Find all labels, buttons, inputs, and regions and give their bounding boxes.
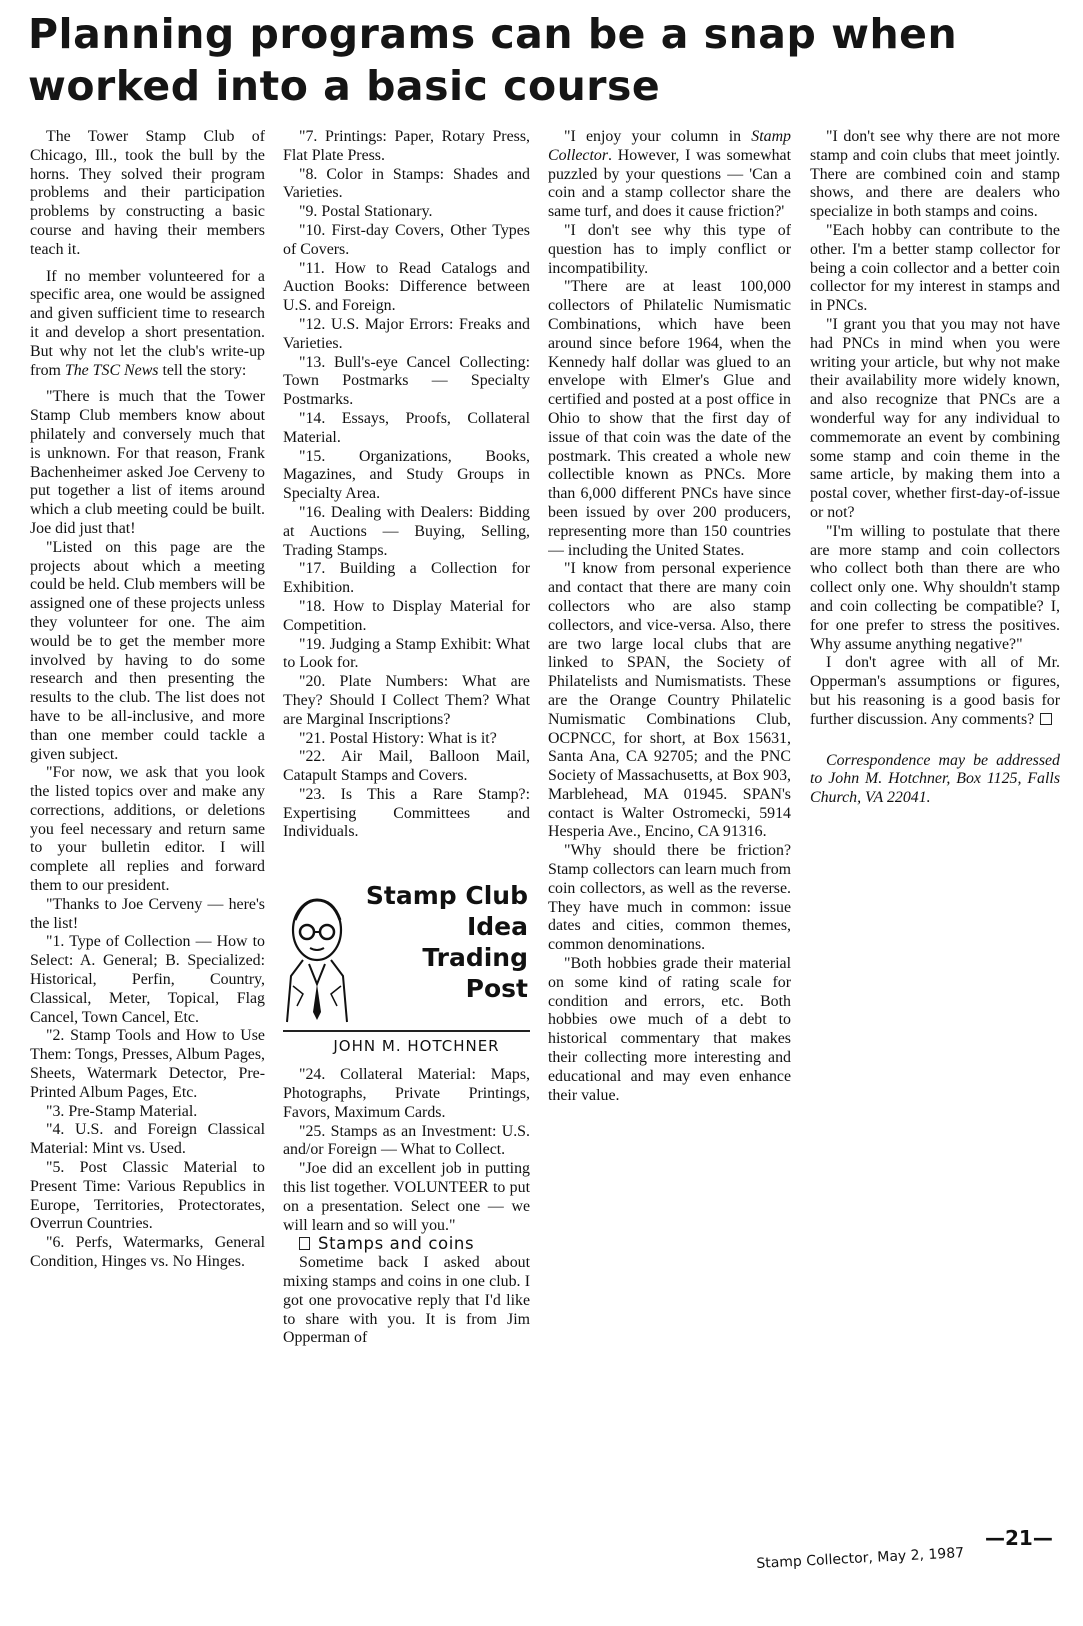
list-item: "15. Organizations, Books, Magazines, and Study Groups in Specialty Area. xyxy=(283,447,530,503)
paragraph: "For now, we ask that you look the listed topics over and make any corrections, additions, or deletions you feel necessary and return same to your bulletin editor. I will complete all replies and forward them to our president. xyxy=(30,764,265,895)
list-item: "24. Collateral Material: Maps, Photographs, Private Printings, Favors, Maximum Cards. xyxy=(283,1066,530,1121)
paragraph: "There is much that the Tower Stamp Club members know about philately and conversely much that is unknown. For that reason, Frank Bachenheimer asked Joe Cerveny to put together a list of items around which a club meeting could be built. Joe did just that! xyxy=(30,388,265,537)
paragraph: "Why should there be friction? Stamp collectors can learn much from coin collectors, as well as the reverse. They have much in common: issue dates and cities, common themes, common denominations. xyxy=(548,842,791,954)
paragraph: I don't agree with all of Mr. Opperman's assumptions or figures, but his reasoning is a good basis for further discussion. Any comments? xyxy=(810,654,1060,728)
list-item: "3. Pre-Stamp Material. xyxy=(46,1102,198,1120)
list-item: "17. Building a Collection for Exhibition. xyxy=(283,560,530,597)
list-item: "6. Perfs, Watermarks, General Condition, Hinges vs. No Hinges. xyxy=(30,1234,265,1271)
article-column-3 xyxy=(548,128,791,1618)
list-item: "14. Essays, Proofs, Collateral Material. xyxy=(283,409,530,446)
list-item: "19. Judging a Stamp Exhibit: What to Look for. xyxy=(283,635,530,672)
paragraph: "Listed on this page are the projects about which a meeting could be held. Club members will be assigned one of these projects unless they volunteer for one. The aim would be to get the member more involved by having to do some research and then presenting the results to the club. The list does not have to be all-inclusive, and more than one member could tackle a given subject. xyxy=(30,538,265,763)
page-number: —21— xyxy=(985,1526,1053,1550)
paragraph: If no member volunteered for a specific area, one would be assigned and given sufficient time to research it and develop a short presentation. But why not let the club's write-up from The TSC News tell the story: xyxy=(30,267,265,379)
list-item: "11. How to Read Catalogs and Auction Books: Difference between U.S. and Foreign. xyxy=(283,259,530,315)
column-logo xyxy=(283,880,530,1056)
publication-name: The TSC News xyxy=(64,361,159,379)
paragraph: The Tower Stamp Club of Chicago, Ill., took the bull by the horns. They solved their program problems and their participation problems by constructing a basic course and having their members teach it. xyxy=(30,128,265,258)
list-item: "1. Type of Collection — How to Select: A. General; B. Specialized: Historical, Perfin, Country, Classical, Meter, Topical, Flag Cancel, Town Cancel, Etc. xyxy=(30,933,265,1026)
list-item: "16. Dealing with Dealers: Bidding at Auctions — Buying, Selling, Trading Stamps. xyxy=(283,503,530,559)
paragraph: "I know from personal experience and contact that there are many coin collectors who are also stamp collectors, and vice-versa. Also, there are two large local clubs that are linked to SPAN, the Society of Philatelists and Numismatists. These are the Orange Country Philatelic Numismatic Combinations Club, OCPNCC, for short, at Box 15631, Santa Ana, CA 92705; and the PNC Society of Massachusetts, at Box 903, Marblehead, MA 01945. SPAN's contact is Walter Ostromecki, 5914 Hesperia Ave., Encino, CA 91316. xyxy=(548,560,791,841)
section-subhead: Stamps and coins xyxy=(283,1235,530,1254)
columnist-byline: JOHN M. HOTCHNER xyxy=(333,1037,500,1056)
list-item: "9. Postal Stationary. xyxy=(299,203,433,221)
list-item: "23. Is This a Rare Stamp?: Expertising Committees and Individuals. xyxy=(283,785,530,841)
list-item: "22. Air Mail, Balloon Mail, Catapult Stamps and Covers. xyxy=(283,748,530,785)
box-bullet-icon xyxy=(299,1237,310,1250)
paragraph: "I don't see why there are not more stamp and coin clubs that meet jointly. There are combined coin and stamp shows, and there are dealers who specialize in both stamps and coins. xyxy=(810,128,1060,221)
article-column-4 xyxy=(810,128,1060,1618)
paragraph: "Each hobby can contribute to the other. I'm a better stamp collector for being a coin collector and a better coin collector for my interest in stamps and in PNCs. xyxy=(810,221,1060,315)
source-line: Stamp Collector, May 2, 1987 xyxy=(756,1545,965,1572)
columnist-portrait-icon xyxy=(283,894,351,1024)
list-item: "5. Post Classic Material to Present Time: Various Republics in Europe, Territories, Protectorates, Overrun Countries. xyxy=(30,1159,265,1233)
list-item: "20. Plate Numbers: What are They? Should I Collect Them? What are Marginal Inscriptions? xyxy=(283,673,530,728)
list-item: "7. Printings: Paper, Rotary Press, Flat Plate Press. xyxy=(283,128,530,164)
list-item: "2. Stamp Tools and How to Use Them: Tongs, Presses, Album Pages, Sheets, Watermark Detector, Pre-Printed Album Pages, Etc. xyxy=(30,1027,265,1101)
correspondence-note: Correspondence may be addressed to John M. Hotchner, Box 1125, Falls Church, VA 22041. xyxy=(810,751,1060,807)
paragraph: Sometime back I asked about mixing stamps and coins in one club. I got one provocative reply that I'd like to share with you. It is from Jim Opperman of xyxy=(283,1254,530,1347)
column-title: Stamp Club Idea Trading Post xyxy=(365,881,528,1004)
list-item: "18. How to Display Material for Competition. xyxy=(283,597,530,634)
list-item: "10. First-day Covers, Other Types of Covers. xyxy=(283,221,530,258)
end-mark-icon xyxy=(1040,713,1052,725)
article-column-1 xyxy=(30,128,265,1618)
paragraph: "Both hobbies grade their material on some kind of rating scale for condition and errors, etc. Both hobbies owe much of a debt to historical commentary that makes their collecting more interesting and educational and may even enhance their value. xyxy=(548,955,791,1104)
paragraph: "I enjoy your column in Stamp Collector. However, I was somewhat puzzled by your questions — 'Can a coin and a stamp collector share the same turf, and does it cause friction?' xyxy=(548,128,791,221)
list-item: "25. Stamps as an Investment: U.S. and/or Foreign — What to Collect. xyxy=(283,1122,530,1159)
article-column-2 xyxy=(283,128,530,1618)
paragraph: "I grant you that you may not have had PNCs in mind when you were writing your article, but why not make their availability more widely known, and also recognize that PNCs are a wonderful way for any individual to commemorate an event by combining some stamp and coin theme in the same article, by making them into a postal cover, whether first-day-of-issue or not? xyxy=(810,315,1060,521)
list-item: "13. Bull's-eye Cancel Collecting: Town Postmarks — Specialty Postmarks. xyxy=(283,353,530,409)
list-item: "4. U.S. and Foreign Classical Material: Mint vs. Used. xyxy=(30,1121,265,1158)
paragraph: "I'm willing to postulate that there are more stamp and coin collectors who collect both than there are who collect only one. Why shouldn't stamp and coin collecting be compatible? I, for one prefer to stress the positives. Why assume anything negative?" xyxy=(810,522,1060,653)
list-item: "12. U.S. Major Errors: Freaks and Varieties. xyxy=(283,315,530,352)
paragraph: "There are at least 100,000 collectors of Philatelic Numismatic Combinations, which have been around since before 1964, when the Kennedy half dollar was glued to an envelope with Elmer's Glue and certified and posted at a post office in Ohio to show that the first day of issue of that coin was the date of the postmark. This created a whole new collectible known as PNCs. More than 6,000 different PNCs have since been issued by over 200 producers, representing more than 150 countries — including the United States. xyxy=(548,278,791,559)
list-item: "8. Color in Stamps: Shades and Varieties. xyxy=(283,165,530,202)
headline: Planning programs can be a snap when worked into a basic course xyxy=(28,10,958,110)
paragraph: "Joe did an excellent job in putting this list together. VOLUNTEER to put on a presentation. Select one — we will learn and so will you." xyxy=(283,1160,530,1234)
paragraph: "I don't see why this type of question has to imply conflict or incompatibility. xyxy=(548,221,791,277)
publication-name: Stamp Collector xyxy=(548,128,791,164)
list-item: "21. Postal History: What is it? xyxy=(299,729,497,747)
paragraph: "Thanks to Joe Cerveny — here's the list! xyxy=(30,895,265,932)
